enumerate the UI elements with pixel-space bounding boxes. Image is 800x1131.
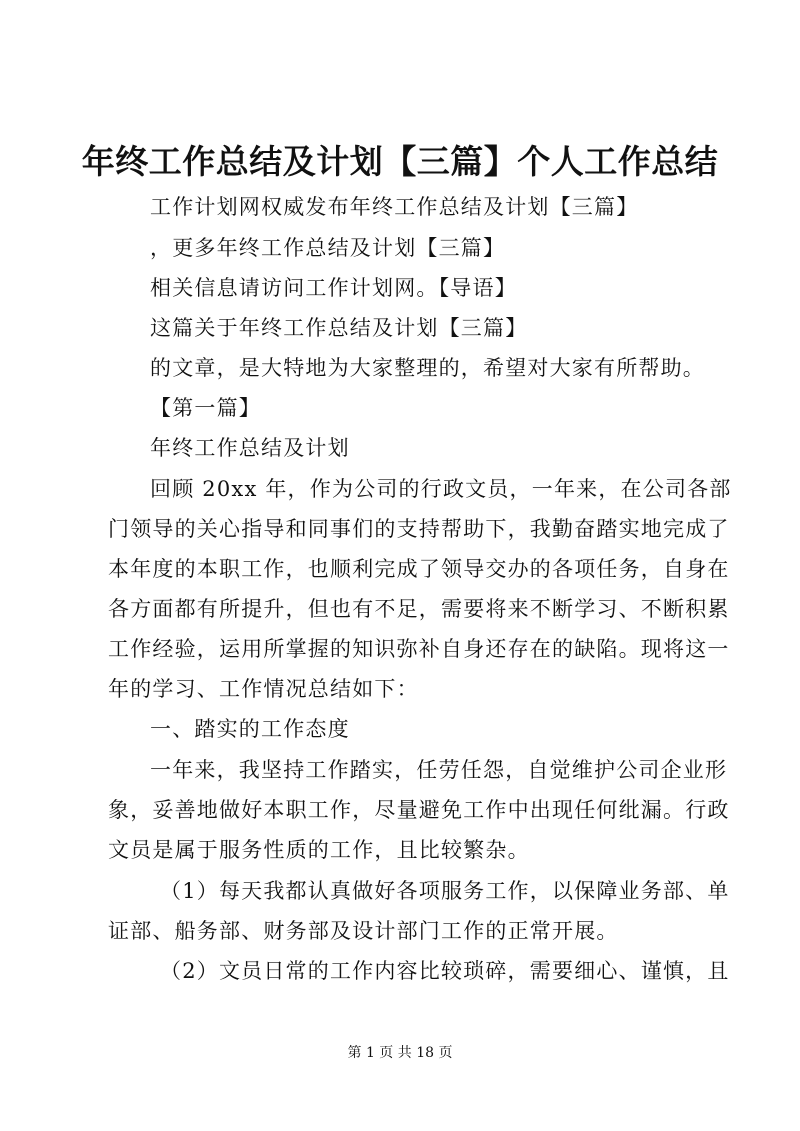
paragraph-line: 文员是属于服务性质的工作，且比较繁杂。 — [108, 838, 530, 862]
section-subheading: 年终工作总结及计划 — [150, 436, 350, 460]
paragraph-line: 各方面都有所提升，但也有不足，需要将来不断学习、不断积累 — [108, 597, 730, 621]
paragraph-line: 回顾 20xx 年，作为公司的行政文员，一年来，在公司各部 — [150, 477, 732, 501]
paragraph-line: 本年度的本职工作，也顺利完成了领导交办的各项任务，自身在 — [108, 557, 730, 581]
paragraph-line: 工作经验，运用所掌握的知识弥补自身还存在的缺陷。现将这一 — [108, 637, 730, 661]
list-item-line: 证部、船务部、财务部及设计部门工作的正常开展。 — [108, 919, 619, 943]
list-item-line: （2）文员日常的工作内容比较琐碎，需要细心、谨慎，且 — [160, 959, 730, 983]
paragraph-line: 年的学习、工作情况总结如下： — [108, 677, 419, 701]
intro-line-1: 工作计划网权威发布年终工作总结及计划【三篇】 — [150, 195, 639, 219]
paragraph-line: 门领导的关心指导和同事们的支持帮助下，我勤奋踏实地完成了 — [108, 517, 730, 541]
point-heading: 一、踏实的工作态度 — [150, 717, 350, 741]
paragraph-line: 象，妥善地做好本职工作，尽量避免工作中出现任何纰漏。行政 — [108, 798, 730, 822]
intro-line-5: 的文章，是大特地为大家整理的，希望对大家有所帮助。 — [150, 356, 705, 380]
page-footer: 第 1 页 共 18 页 — [347, 1045, 453, 1061]
intro-line-4: 这篇关于年终工作总结及计划【三篇】 — [150, 316, 528, 340]
list-item-line: （1）每天我都认真做好各项服务工作，以保障业务部、单 — [160, 879, 730, 903]
intro-line-3: 相关信息请访问工作计划网。【导语】 — [150, 276, 517, 300]
page-title: 年终工作总结及计划【三篇】个人工作总结 — [81, 142, 719, 181]
intro-line-2: ，更多年终工作总结及计划【三篇】 — [150, 236, 506, 260]
section-heading: 【第一篇】 — [150, 396, 261, 420]
paragraph-line: 一年来，我坚持工作踏实，任劳任怨，自觉维护公司企业形 — [150, 758, 728, 782]
